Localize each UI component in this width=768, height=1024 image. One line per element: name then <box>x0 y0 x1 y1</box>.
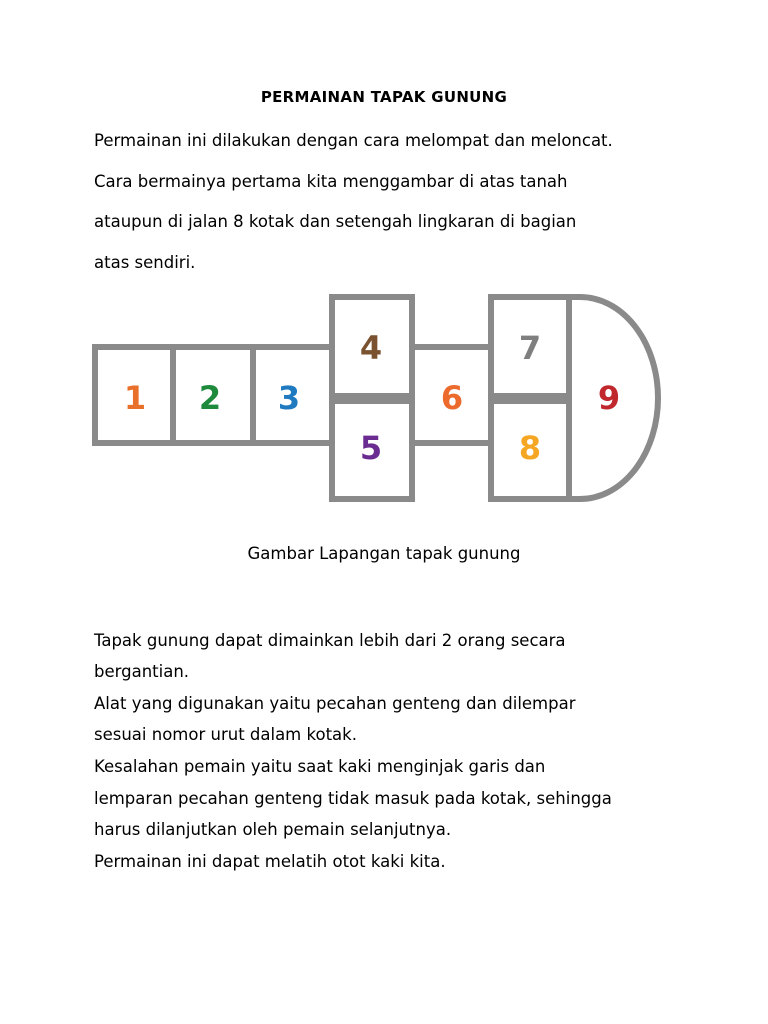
body-line-1: Tapak gunung dapat dimainkan lebih dari 2 orang secara <box>94 631 566 650</box>
box-9-number: 9 <box>597 379 621 417</box>
intro-line-1: Permainan ini dilakukan dengan cara melompat dan meloncat. <box>94 131 613 150</box>
box-5-number: 5 <box>359 429 383 467</box>
figure-caption: Gambar Lapangan tapak gunung <box>247 544 521 563</box>
body-line-4: sesuai nomor urut dalam kotak. <box>94 725 357 744</box>
body-line-8: Permainan ini dapat melatih otot kaki kita. <box>94 852 446 871</box>
intro-line-4: atas sendiri. <box>94 253 196 272</box>
box-4-number: 4 <box>359 329 383 367</box>
body-line-3: Alat yang digunakan yaitu pecahan genteng dan dilempar <box>94 694 576 713</box>
box-3-number: 3 <box>277 379 301 417</box>
box-2-number: 2 <box>198 379 222 417</box>
box-1-number: 1 <box>123 379 147 417</box>
intro-line-2: Cara bermainya pertama kita menggambar di atas tanah <box>94 172 568 191</box>
intro-line-3: ataupun di jalan 8 kotak dan setengah lingkaran di bagian <box>94 212 577 231</box>
body-line-7: harus dilanjutkan oleh pemain selanjutnya. <box>94 820 452 839</box>
body-line-6: lemparan pecahan genteng tidak masuk pada kotak, sehingga <box>94 789 612 808</box>
body-line-5: Kesalahan pemain yaitu saat kaki menginjak garis dan <box>94 757 546 776</box>
box-6-number: 6 <box>440 379 464 417</box>
box-7-number: 7 <box>518 329 542 367</box>
box-8-number: 8 <box>518 429 542 467</box>
hopscotch-grid <box>95 297 658 499</box>
body-line-2: bergantian. <box>94 662 190 681</box>
document-title: PERMAINAN TAPAK GUNUNG <box>260 88 508 106</box>
